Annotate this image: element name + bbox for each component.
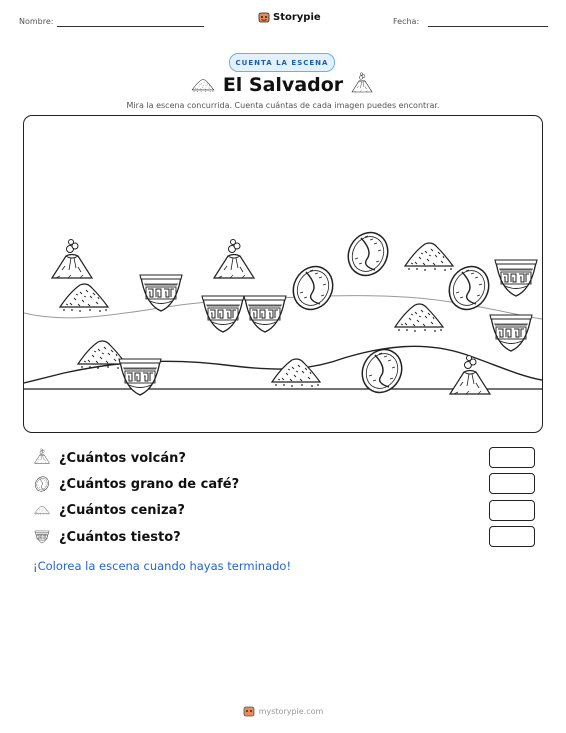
scene-badge: CUENTA LA ESCENA (229, 53, 335, 72)
ash-pile-icon (33, 500, 51, 520)
answer-box-ash[interactable] (489, 500, 535, 521)
coffee-bean-icon (355, 343, 409, 400)
ash-pile-icon (60, 284, 108, 312)
footer-url[interactable]: mystorypie.com (258, 706, 324, 716)
pottery-icon (33, 527, 51, 547)
volcano-icon (350, 72, 374, 98)
volcano-icon (33, 448, 51, 468)
date-field[interactable] (428, 26, 548, 27)
answer-box-pottery[interactable] (489, 526, 535, 547)
date-label: Fecha: (393, 17, 420, 26)
question-coffee-bean (33, 474, 239, 494)
coffee-bean-icon (33, 474, 51, 494)
coloring-note: ¡Colorea la escena cuando hayas terminado! (33, 559, 292, 573)
instructions-text: Mira la escena concurrida. Cuenta cuántas de cada imagen puedes encontrar. (126, 101, 440, 110)
question-ash (33, 500, 185, 520)
footer (0, 705, 566, 717)
ash-pile-icon (78, 341, 126, 369)
question-text: ¿Cuántos volcán? (59, 450, 186, 466)
question-pottery (33, 527, 181, 547)
coffee-bean-icon (442, 260, 496, 317)
page-title: El Salvador (222, 74, 344, 96)
ash-pile-icon (405, 243, 453, 271)
question-text: ¿Cuántos grano de café? (59, 476, 240, 492)
answer-box-volcano[interactable] (489, 447, 535, 468)
volcano-icon (52, 240, 92, 279)
scene-panel[interactable] (23, 115, 543, 433)
question-text: ¿Cuántos ceniza? (59, 502, 185, 518)
name-label: Nombre: (19, 17, 54, 26)
storypie-logo (258, 11, 321, 23)
answer-box-coffee-bean[interactable] (489, 473, 535, 494)
coffee-bean-icon (341, 226, 395, 283)
pottery-icon (244, 296, 286, 332)
storypie-footer-icon (243, 705, 255, 717)
logo-text: Storypie (273, 11, 321, 23)
question-volcano (33, 448, 186, 468)
coffee-bean-icon (286, 260, 340, 317)
pottery-icon (495, 260, 537, 296)
name-field[interactable] (57, 26, 204, 27)
ash-pile-icon (272, 359, 320, 387)
ash-pile-icon (395, 304, 443, 332)
scene-illustration (24, 116, 542, 432)
question-text: ¿Cuántos tiesto? (59, 529, 181, 545)
pottery-icon (490, 315, 532, 351)
storypie-logo-icon (258, 11, 270, 23)
volcano-icon (214, 240, 254, 279)
pottery-icon (202, 296, 244, 332)
